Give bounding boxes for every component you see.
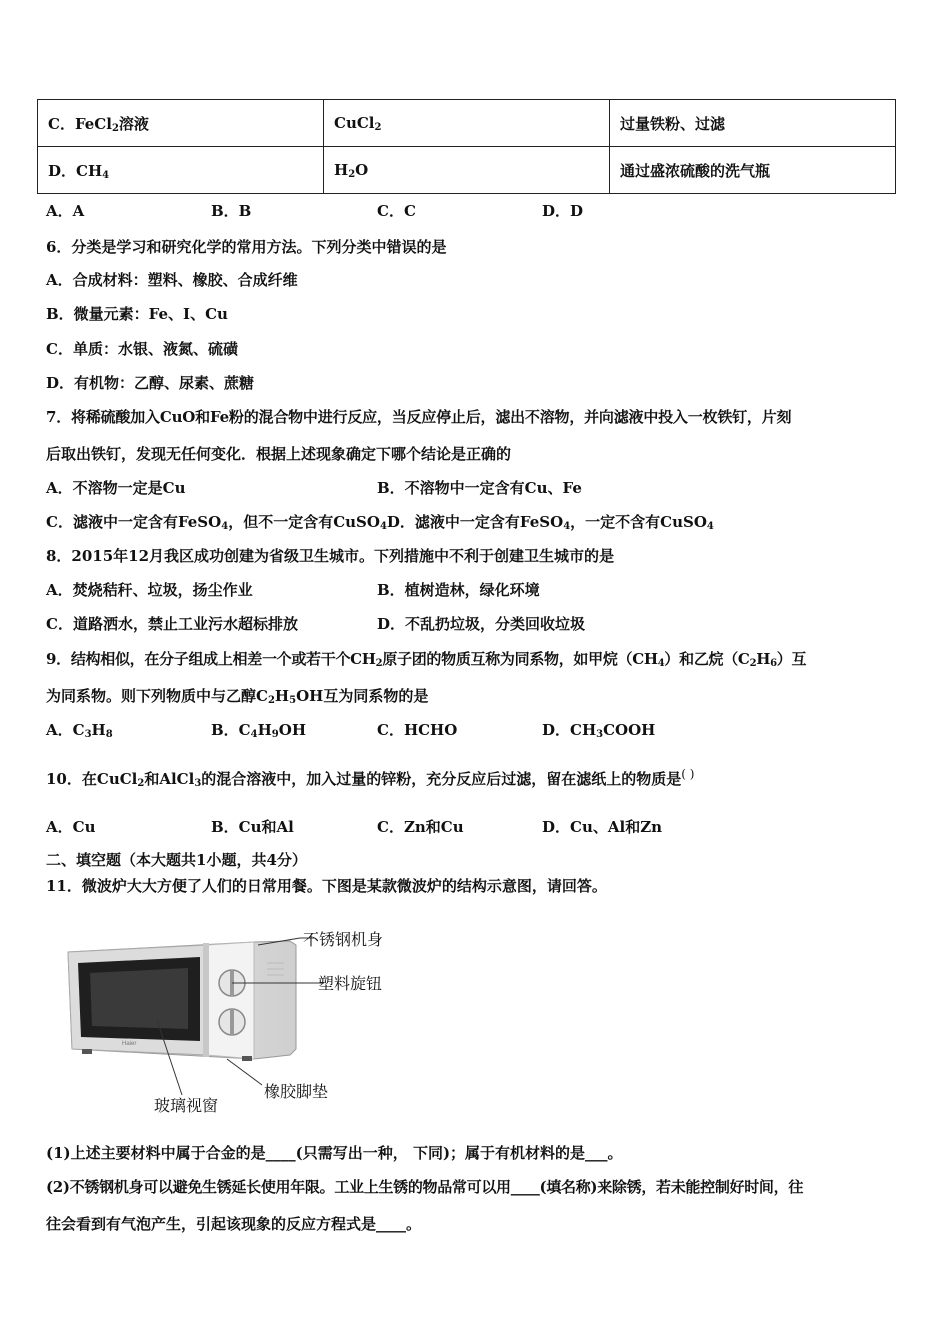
q10-choice-b: B．Cu和Al <box>211 818 294 836</box>
table-cell: $H_2O$ <box>324 147 610 194</box>
label-rubber-feet: 橡胶脚垫 <box>264 1082 329 1101</box>
table-cell: C．FeCl$_2$溶液 <box>38 100 324 147</box>
table-cell: D．$CH_4$ <box>38 147 324 194</box>
q5-choice-b: B．B <box>211 202 252 220</box>
q7-choice-b: B．不溶物中一定含有Cu、Fe <box>377 479 582 497</box>
q9-choice-c: C．HCHO <box>377 721 458 739</box>
q7-stem-line2: 后取出铁钉，发现无任何变化．根据上述现象确定下哪个结论是正确的 <box>46 445 512 463</box>
table-row <box>38 147 896 194</box>
q10-choice-d: D．Cu、Al和Zn <box>542 818 663 836</box>
q6-choice-a: A．合成材料：塑料、橡胶、合成纤维 <box>46 271 298 289</box>
q7-stem-line1: 7．将稀硫酸加入CuO和Fe粉的混合物中进行反应，当反应停止后，滤出不溶物，并向滤液中投入一枚铁钉，片刻 <box>46 408 792 426</box>
microwave-figure <box>62 925 422 1120</box>
q6-choice-c: C．单质：水银、液氮、硫磺 <box>46 340 238 358</box>
section-heading: 二、填空题（本大题共1小题，共4分） <box>46 851 307 869</box>
table-cell: CuCl$_2$ <box>324 100 610 147</box>
q10-choice-a: A．Cu <box>46 818 96 836</box>
brand-logo: Haier <box>122 1041 137 1047</box>
q5-choice-d: D．D <box>542 202 584 220</box>
q8-choice-d: D．不乱扔垃圾，分类回收垃圾 <box>377 615 586 633</box>
label-plastic-knob: 塑料旋钮 <box>318 974 383 993</box>
q10-stem: 10．在CuCl$_2$和AlCl$_3$的混合溶液中，加入过量的锌粉，充分反应后过滤，留在滤纸上的物质是( ) <box>46 767 695 789</box>
q11-part1: (1)上述主要材料中属于合金的是____(只需写出一种， 下同)；属于有机材料的是___。 <box>46 1144 623 1162</box>
q8-choice-c: C．道路洒水，禁止工业污水超标排放 <box>46 615 298 633</box>
q11-stem: 11．微波炉大大方便了人们的日常用餐。下图是某款微波炉的结构示意图，请回答。 <box>46 877 607 895</box>
q11-part2-line1: (2)不锈钢机身可以避免生锈延长使用年限。工业上生锈的物品常可以用____(填名称)来除锈，若未能控制好时间，往 <box>46 1178 804 1196</box>
q9-choice-d: D．$CH_3COOH$ <box>542 721 656 740</box>
table-cell: 过量铁粉、过滤 <box>610 100 896 147</box>
q10-choice-c: C．Zn和Cu <box>377 818 464 836</box>
q9-choice-b: B．$C_4H_9OH$ <box>211 721 306 740</box>
table-row <box>38 100 896 147</box>
q8-stem: 8．2015年12月我区成功创建为省级卫生城市。下列措施中不利于创建卫生城市的是 <box>46 547 615 565</box>
q6-choice-d: D．有机物：乙醇、尿素、蔗糖 <box>46 374 255 392</box>
q8-choice-b: B．植树造林，绿化环境 <box>377 581 540 599</box>
q8-choice-a: A．焚烧秸秆、垃圾，扬尘作业 <box>46 581 253 599</box>
reagent-table <box>37 99 896 194</box>
q5-choice-a: A．A <box>46 202 85 220</box>
label-stainless-body: 不锈钢机身 <box>303 930 384 949</box>
q6-stem: 6．分类是学习和研究化学的常用方法。下列分类中错误的是 <box>46 238 447 256</box>
q7-choice-a: A．不溶物一定是Cu <box>46 479 186 497</box>
table-cell: 通过盛浓硫酸的洗气瓶 <box>610 147 896 194</box>
q7-choice-c-d: C．滤液中一定含有FeSO$_4$，但不一定含有CuSO$_4$D．滤液中一定含有FeSO$_4$，一定不含有CuSO$_4$ <box>46 513 714 532</box>
answer-paren: ( ) <box>681 767 695 781</box>
q9-stem-line2: 为同系物。则下列物质中与乙醇$C_2H_5OH$互为同系物的是 <box>46 687 429 706</box>
q9-stem-line1: 9．结构相似，在分子组成上相差一个或若干个$CH_2$原子团的物质互称为同系物，如甲烷$(CH_4)$和乙烷$(C_2H_6)$互 <box>46 650 807 669</box>
q5-choice-c: C．C <box>377 202 416 220</box>
q9-choice-a: A．$C_3H_8$ <box>46 721 113 740</box>
q11-part2-line2: 往会看到有气泡产生，引起该现象的反应方程式是____。 <box>46 1215 422 1233</box>
q6-choice-b: B．微量元素：Fe、I、Cu <box>46 305 228 323</box>
label-glass-window: 玻璃视窗 <box>154 1096 219 1115</box>
